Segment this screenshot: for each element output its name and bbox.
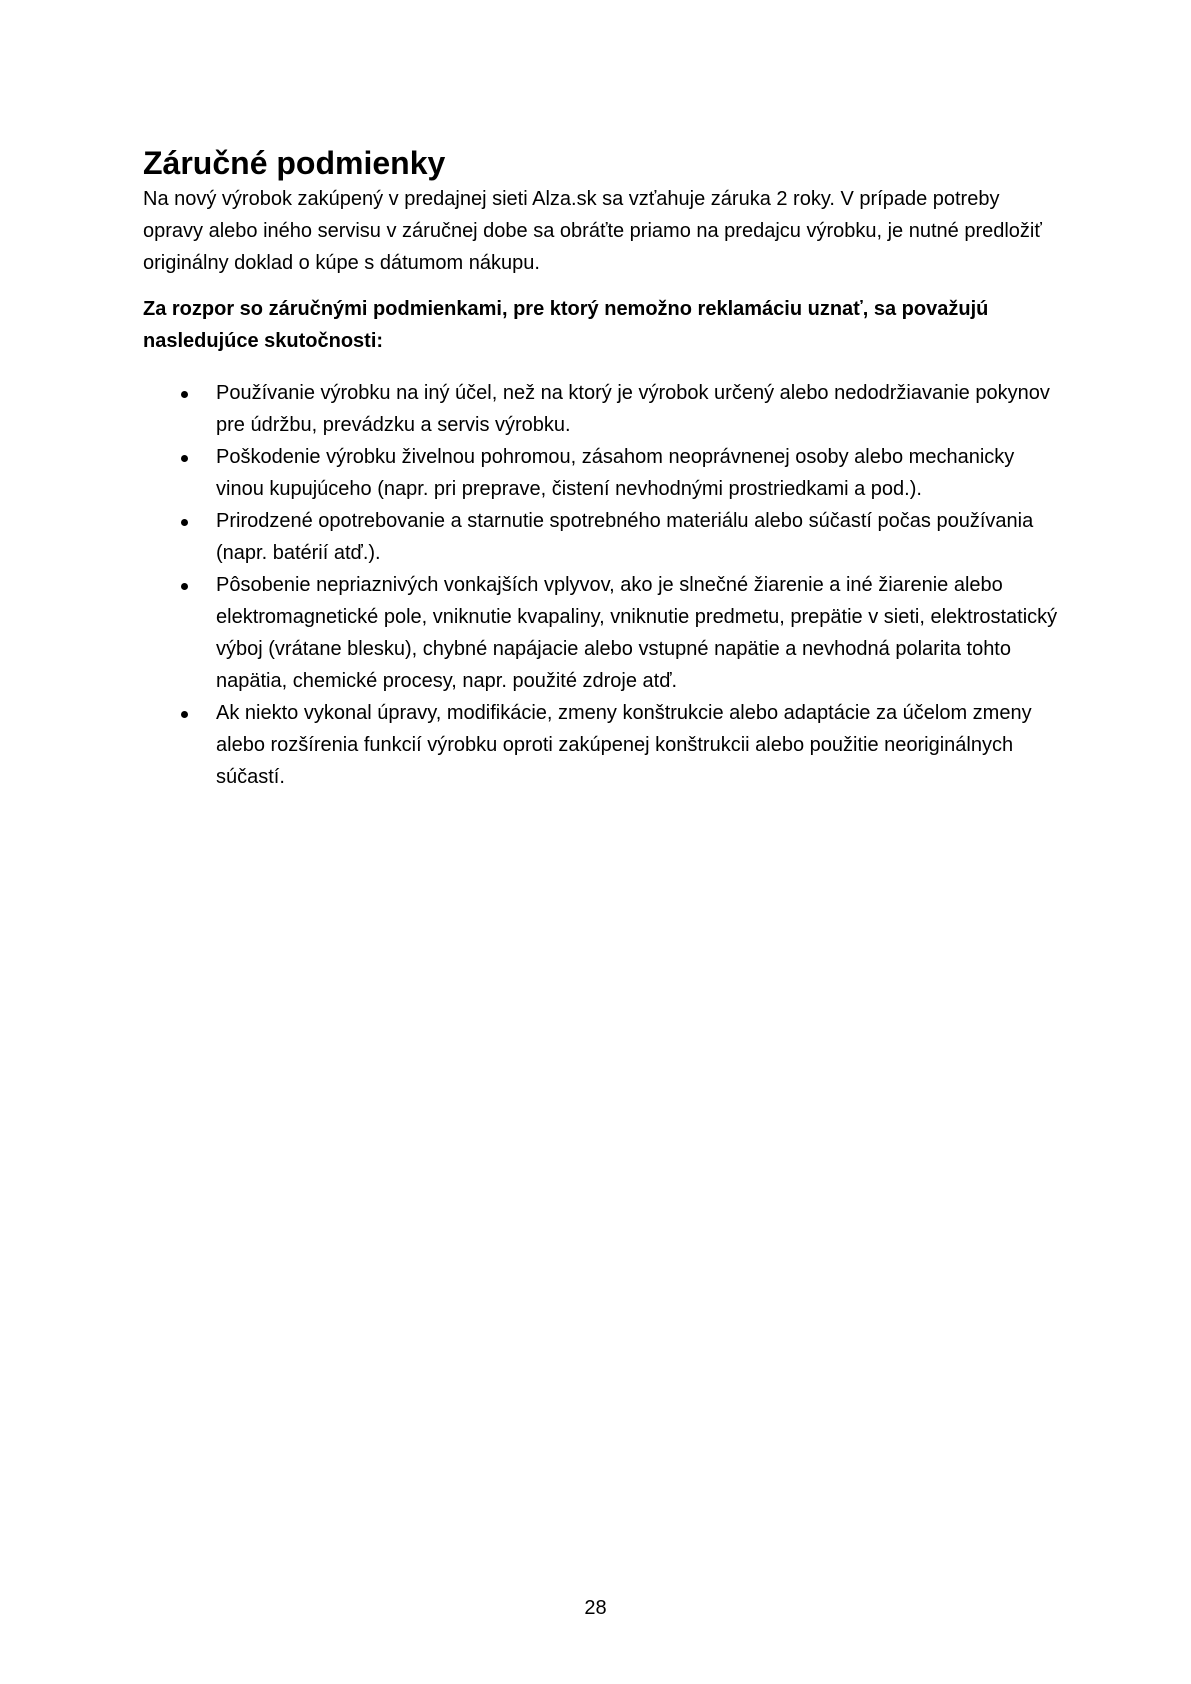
conditions-list bbox=[143, 377, 1063, 793]
list-item-text: Používanie výrobku na iný účel, než na ktorý je výrobok určený alebo nedodržiavanie pokynov pre údržbu, prevádzku a servis výrobku. bbox=[216, 382, 1050, 436]
list-item-text: Prirodzené opotrebovanie a starnutie spotrebného materiálu alebo súčastí počas používania (napr. batérií atď.). bbox=[216, 510, 1034, 564]
bullet-icon bbox=[181, 583, 188, 590]
page-title: Záručné podmienky bbox=[143, 145, 446, 181]
bullet-icon bbox=[181, 711, 188, 718]
list-item bbox=[143, 697, 1063, 793]
intro-paragraph: Na nový výrobok zakúpený v predajnej sieti Alza.sk sa vzťahuje záruka 2 roky. V prípade potreby opravy alebo iného servisu v záručnej dobe sa obráťte priamo na predajcu výrobku, je nutné predložiť originálny doklad o kúpe s dátumom nákupu. bbox=[143, 188, 1042, 274]
page-content bbox=[143, 143, 1063, 793]
bullet-icon bbox=[181, 391, 188, 398]
page-number: 28 bbox=[584, 1597, 607, 1619]
list-item bbox=[143, 377, 1063, 441]
bullet-icon bbox=[181, 519, 188, 526]
bullet-icon bbox=[181, 455, 188, 462]
list-item-text: Pôsobenie nepriaznivých vonkajších vplyvov, ako je slnečné žiarenie a iné žiarenie alebo elektromagnetické pole, vniknutie kvapaliny, vniknutie predmetu, prepätie v sieti, elektrostatický výboj (vrátane blesku), chybné napájacie alebo vstupné napätie a nevhodná polarita tohto napätia, chemické procesy, napr. použité zdroje atď. bbox=[216, 574, 1058, 692]
list-item-text: Poškodenie výrobku živelnou pohromou, zásahom neoprávnenej osoby alebo mechanicky vinou kupujúceho (napr. pri preprave, čistení nevhodnými prostriedkami a pod.). bbox=[216, 446, 1015, 500]
conditions-lead: Za rozpor so záručnými podmienkami, pre ktorý nemožno reklamáciu uznať, sa považujú nasledujúce skutočnosti: bbox=[143, 298, 989, 352]
list-item bbox=[143, 569, 1063, 697]
list-item bbox=[143, 441, 1063, 505]
list-item bbox=[143, 505, 1063, 569]
list-item-text: Ak niekto vykonal úpravy, modifikácie, zmeny konštrukcie alebo adaptácie za účelom zmeny alebo rozšírenia funkcií výrobku oproti zakúpenej konštrukcii alebo použitie neoriginálnych súčastí. bbox=[216, 702, 1032, 788]
